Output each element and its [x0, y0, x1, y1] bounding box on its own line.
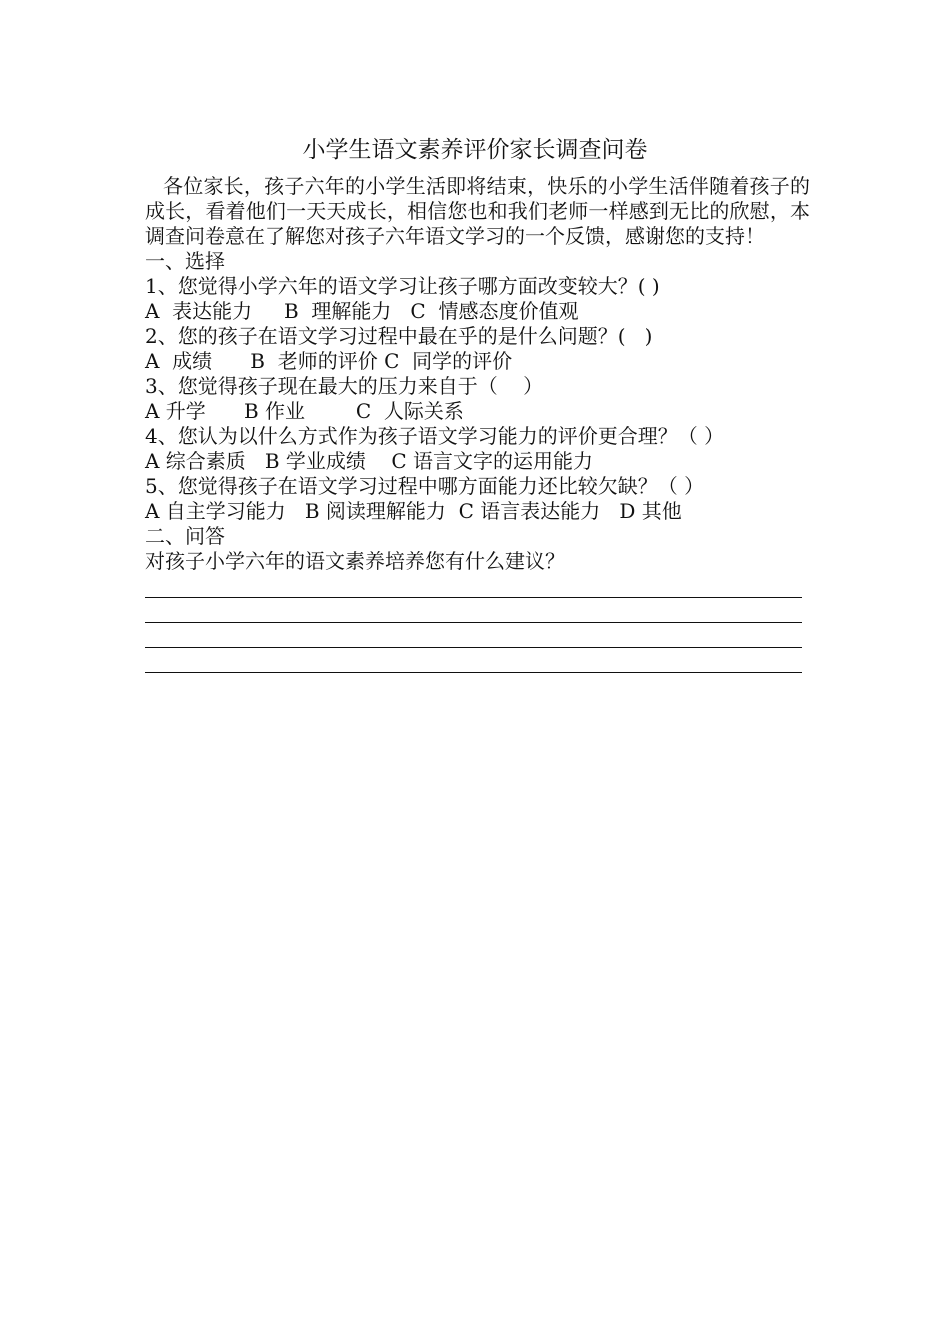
document-title: 小学生语文素养评价家长调查问卷 — [302, 137, 648, 163]
question-5-options: A 自主学习能力 B 阅读理解能力 C 语言表达能力 D 其他 — [145, 499, 682, 523]
question-1-options: A 表达能力 B 理解能力 C 情感态度价值观 — [145, 299, 579, 323]
question-2-options: A 成绩 B 老师的评价 C 同学的评价 — [145, 349, 513, 373]
question-4-options: A 综合素质 B 学业成绩 C 语言文字的运用能力 — [145, 449, 594, 473]
question-5: 5、您觉得孩子在语文学习过程中哪方面能力还比较欠缺？（ ） — [145, 474, 705, 498]
section-heading-choice: 一、选择 — [145, 249, 225, 273]
open-question: 对孩子小学六年的语文素养培养您有什么建议？ — [145, 549, 565, 573]
document-body — [145, 174, 810, 674]
answer-line[interactable] — [145, 599, 810, 624]
answer-line[interactable] — [145, 574, 810, 599]
question-2: 2、您的孩子在语文学习过程中最在乎的是什么问题？( ) — [145, 324, 653, 348]
question-3: 3、您觉得孩子现在最大的压力来自于（ ） — [145, 374, 544, 398]
question-1: 1、您觉得小学六年的语文学习让孩子哪方面改变较大？( ) — [145, 274, 660, 298]
answer-line[interactable] — [145, 624, 810, 649]
intro-paragraph: 各位家长，孩子六年的小学生活即将结束，快乐的小学生活伴随着孩子的成长，看着他们一天天成长，相信您也和我们老师一样感到无比的欣慰，本调查问卷意在了解您对孩子六年语文学习的一个反馈，感谢您的支持！ — [145, 174, 810, 248]
section-heading-qa: 二、问答 — [145, 524, 225, 548]
question-4: 4、您认为以什么方式作为孩子语文学习能力的评价更合理？（ ） — [145, 424, 725, 448]
question-3-options: A 升学 B 作业 C 人际关系 — [145, 399, 464, 423]
answer-line[interactable] — [145, 649, 810, 674]
